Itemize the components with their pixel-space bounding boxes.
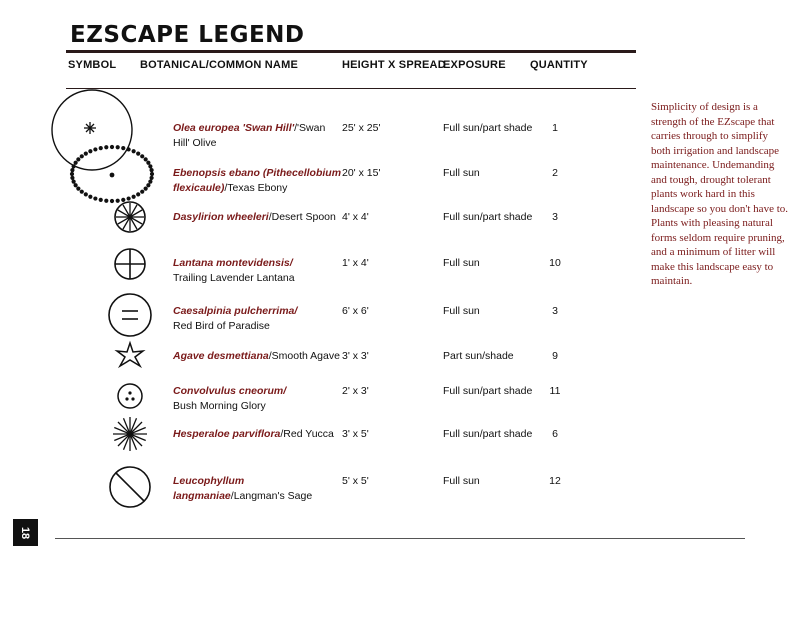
row-7-exposure: Full sun/part shade — [443, 385, 533, 397]
row-9-common: /Langman's Sage — [230, 490, 313, 502]
row-6-exposure: Part sun/shade — [443, 350, 514, 362]
header-height-spread: HEIGHT X SPREAD — [342, 59, 446, 71]
header-name: BOTANICAL/COMMON NAME — [140, 59, 298, 71]
row-2-botanical: Ebenopsis ebano (Pithecellobium flexicaule) — [173, 167, 342, 194]
row-2-name — [173, 166, 343, 196]
row-6-common: /Smooth Agave — [268, 350, 340, 362]
row-7-botanical: Convolvulus cneorum/ — [173, 385, 287, 397]
row-3-common: /Desert Spoon — [268, 211, 336, 223]
row-4-common: Trailing Lavender Lantana — [173, 272, 295, 284]
row-3-quantity: 3 — [552, 211, 558, 223]
lantana-symbol-icon — [115, 249, 145, 279]
row-5-exposure: Full sun — [443, 305, 480, 317]
row-1-botanical: Olea europea 'Swan Hill' — [173, 122, 295, 134]
header-symbol: SYMBOL — [68, 59, 117, 71]
row-1-quantity: 1 — [552, 122, 558, 134]
page-title: EZSCAPE LEGEND — [70, 22, 305, 48]
page-number: 18 — [19, 526, 32, 539]
row-5-height-spread: 6' x 6' — [342, 305, 369, 317]
row-6-quantity: 9 — [552, 350, 558, 362]
row-6-height-spread: 3' x 3' — [342, 350, 369, 362]
row-4-botanical: Lantana montevidensis/ — [173, 257, 293, 269]
row-1-name — [173, 121, 343, 151]
row-3-height-spread: 4' x 4' — [342, 211, 369, 223]
row-3-exposure: Full sun/part shade — [443, 211, 533, 223]
row-7-name — [173, 384, 343, 414]
row-3-botanical: Dasylirion wheeleri — [173, 211, 269, 223]
agave-symbol-icon — [117, 343, 143, 366]
row-1-common: /'Swan Hill' Olive — [173, 122, 326, 149]
row-7-height-spread: 2' x 3' — [342, 385, 369, 397]
row-5-quantity: 3 — [552, 305, 558, 317]
row-9-height-spread: 5' x 5' — [342, 475, 369, 487]
row-8-exposure: Full sun/part shade — [443, 428, 533, 440]
red-yucca-symbol-icon — [113, 417, 147, 451]
row-2-height-spread: 20' x 15' — [342, 167, 381, 179]
row-5-name — [173, 304, 343, 334]
row-6-botanical: Agave desmettiana — [173, 350, 269, 362]
row-8-quantity: 6 — [552, 428, 558, 440]
bird-of-paradise-symbol-icon — [109, 294, 151, 336]
row-8-botanical: Hesperaloe parviflora — [173, 428, 281, 440]
row-9-exposure: Full sun — [443, 475, 480, 487]
row-2-quantity: 2 — [552, 167, 558, 179]
row-7-quantity: 11 — [549, 385, 561, 397]
row-9-name — [173, 474, 343, 504]
row-4-exposure: Full sun — [443, 257, 480, 269]
row-1-height-spread: 25' x 25' — [342, 122, 381, 134]
olive-symbol-icon — [52, 90, 132, 170]
row-9-quantity: 12 — [549, 475, 561, 487]
row-1-exposure: Full sun/part shade — [443, 122, 533, 134]
row-7-common: Bush Morning Glory — [173, 400, 266, 412]
header-quantity: QUANTITY — [530, 59, 588, 71]
row-4-name — [173, 256, 343, 286]
morning-glory-symbol-icon — [118, 384, 142, 408]
row-8-height-spread: 3' x 5' — [342, 428, 369, 440]
desert-spoon-symbol-icon — [115, 202, 145, 232]
texas-ebony-symbol-icon — [70, 145, 154, 203]
row-9-botanical: Leucophyllum langmaniae — [173, 475, 245, 502]
header-exposure: EXPOSURE — [443, 59, 506, 71]
row-8-common: /Red Yucca — [280, 428, 334, 440]
row-5-common: Red Bird of Paradise — [173, 320, 270, 332]
sage-symbol-icon — [110, 467, 150, 507]
row-4-height-spread: 1' x 4' — [342, 257, 369, 269]
row-6-name — [173, 349, 343, 364]
footer-rule — [55, 538, 745, 539]
row-8-name — [173, 427, 343, 442]
row-4-quantity: 10 — [549, 257, 561, 269]
row-3-name — [173, 210, 343, 225]
page-number-tab — [13, 519, 38, 546]
row-2-common: /Texas Ebony — [224, 182, 288, 194]
row-5-botanical: Caesalpinia pulcherrima/ — [173, 305, 298, 317]
sidebar-text: Simplicity of design is a strength of the EZscape that carries through to simplify both irrigation and landscape maintenance. Undemanding and tough, drought tolerant plants work hard in this landscape so you don't have to. Plants with pleasing natural forms seldom require pruning, and a minimum of litter will make this landscape easy to maintain. — [651, 101, 789, 287]
row-2-exposure: Full sun — [443, 167, 480, 179]
